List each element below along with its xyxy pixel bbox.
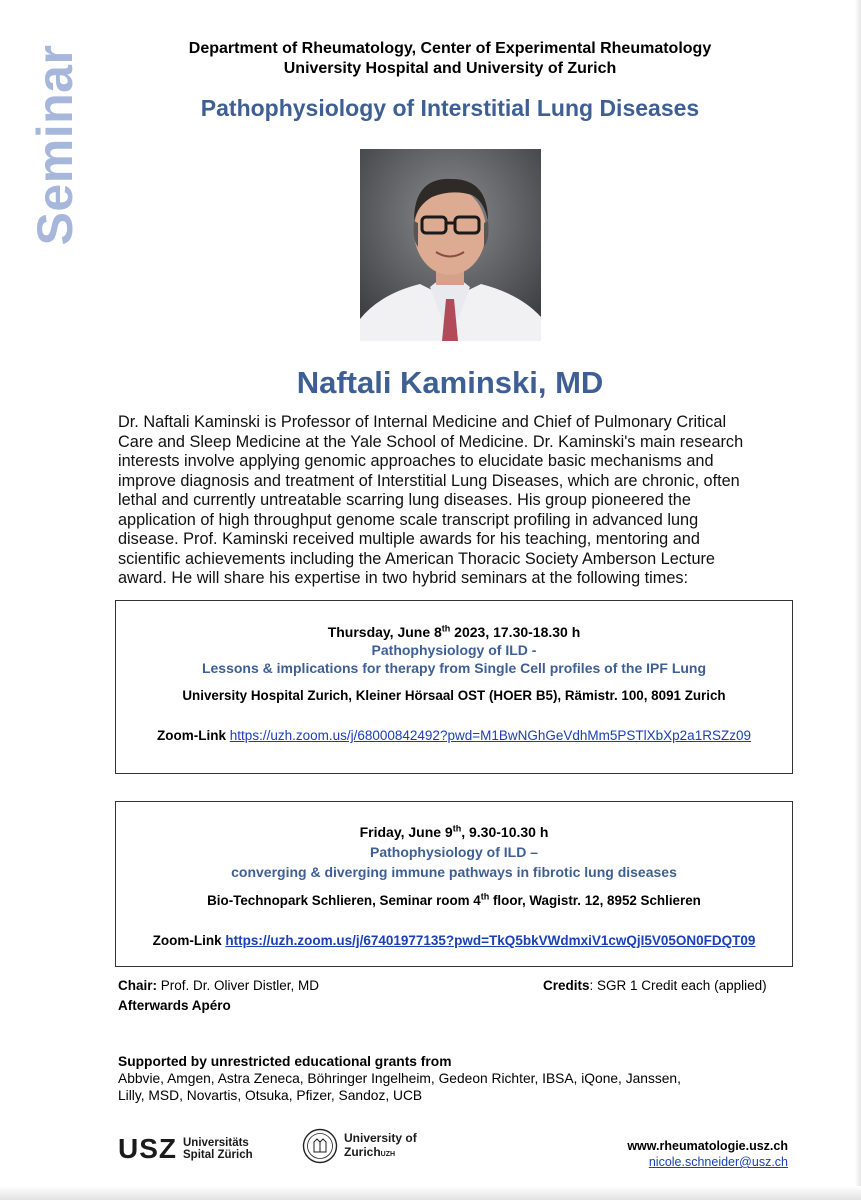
uzh-seal-icon (302, 1128, 338, 1164)
uzh-logo-line1: University of (344, 1130, 417, 1145)
session-date-main: Friday, June 9 (359, 824, 453, 840)
chair-block (118, 976, 319, 1016)
bio-line: Dr. Naftali Kaminski is Professor of Internal Medicine and Chief of Pulmonary Critical (118, 413, 727, 431)
uzh-logo-line2 (344, 1145, 417, 1162)
location-main: University Hospital Zurich, Kleiner Hörsaal OST (HOER B5), Rämistr. 100, 8091 Zurich (182, 688, 726, 703)
uzh-logo (302, 1128, 417, 1164)
session-date-suffix: th (441, 623, 451, 634)
chair-line (118, 976, 319, 996)
session-date (116, 623, 792, 641)
speaker-portrait-illustration (360, 149, 541, 341)
usz-logo (118, 1133, 253, 1165)
bio-line: interests involve applying genomic approaches to elucidate basic mechanisms and (118, 452, 714, 470)
bio-line: award. He will share his expertise in two hybrid seminars at the following times: (118, 569, 689, 587)
zoom-row (116, 727, 792, 745)
credits-label: Credits (543, 978, 590, 993)
email-link[interactable]: nicole.schneider@usz.ch (648, 1155, 788, 1169)
seminar-title: Pathophysiology of Interstitial Lung Diseases (200, 95, 700, 121)
sponsors-line: Abbvie, Amgen, Astra Zeneca, Böhringer Ingelheim, Gedeon Richter, IBSA, iQone, Janssen, (118, 1071, 681, 1086)
usz-logo-text (183, 1137, 253, 1161)
sponsors-heading: Supported by unrestricted educational grants from (118, 1054, 452, 1069)
speaker-name: Naftali Kaminski, MD (296, 365, 604, 400)
chair-label: Chair: (118, 978, 158, 993)
usz-logo-line2: Spital Zürich (183, 1149, 253, 1161)
uzh-logo-sup: UZH (380, 1150, 396, 1158)
session-date-main: Thursday, June 8 (327, 624, 442, 640)
bio-line: scientific achievements including the American Thoracic Society Amberson Lecture (118, 549, 715, 568)
session-topic-line2: converging & diverging immune pathways in fibrotic lung diseases (231, 864, 677, 880)
sponsors-block (118, 1053, 778, 1104)
usz-logo-line1: Universitäts (183, 1137, 249, 1149)
bio-line: application of high throughput genome scale transcript profiling in advanced lung (118, 510, 699, 529)
website-text: www.rheumatologie.usz.ch (627, 1139, 788, 1153)
session-topic-line2: Lessons & implications for therapy from Single Cell profiles of the IPF Lung (201, 660, 707, 676)
zoom-link[interactable]: https://uzh.zoom.us/j/68000842492?pwd=M1BwNGhGeVdhMm5PSTlXbXp2a1RSZz09 (229, 728, 751, 743)
session-topic-line1: Pathophysiology of ILD - (371, 642, 537, 658)
session-date-suffix: th (452, 823, 462, 834)
institution-line: University Hospital and University of Zurich (283, 60, 617, 77)
credits-value: : SGR 1 Credit each (applied) (589, 978, 767, 993)
session-topic-line1: Pathophysiology of ILD – (369, 844, 538, 860)
zoom-link[interactable]: https://uzh.zoom.us/j/67401977135?pwd=TkQ5bkVWdmxiV1cwQjI5V05ON0FDQT09 (225, 933, 756, 948)
session-date (116, 823, 792, 841)
session-location (116, 687, 792, 705)
department-line: Department of Rheumatology, Center of Experimental Rheumatology (188, 40, 712, 57)
credits-line (543, 976, 767, 996)
session-location (116, 892, 792, 910)
page-bottom-edge (0, 1186, 861, 1200)
session-date-time: , 9.30-10.30 h (461, 824, 549, 840)
zoom-label: Zoom-Link (152, 933, 222, 948)
bio-line: improve diagnosis and treatment of Interstitial Lung Diseases, which are chronic, often (118, 471, 740, 490)
location-rest: floor, Wagistr. 12, 8952 Schlieren (489, 893, 701, 908)
location-suffix: th (480, 891, 490, 902)
contact-block (627, 1138, 788, 1170)
session-date-time: 2023, 17.30-18.30 h (450, 624, 581, 640)
session-box-friday (115, 801, 793, 967)
usz-logo-mark: USZ (118, 1133, 177, 1164)
uzh-logo-text (344, 1131, 417, 1162)
bio-line: disease. Prof. Kaminski received multiple awards for his teaching, mentoring and (118, 530, 700, 548)
speaker-bio (118, 413, 778, 589)
seminar-label-text: Seminar (27, 44, 83, 246)
speaker-photo (360, 149, 541, 341)
uzh-logo-city: Zurich (344, 1144, 381, 1159)
session-box-thursday (115, 600, 793, 774)
chair-value: Prof. Dr. Oliver Distler, MD (157, 978, 320, 993)
bio-line: lethal and currently untreatable scarring lung diseases. His group pioneered the (118, 491, 691, 509)
sponsors-line: Lilly, MSD, Novartis, Otsuka, Pfizer, Sandoz, UCB (118, 1088, 423, 1103)
zoom-label: Zoom-Link (157, 728, 227, 743)
apero-line: Afterwards Apéro (118, 998, 231, 1013)
zoom-row (116, 932, 792, 950)
page-edge (855, 0, 861, 1200)
location-main: Bio-Technopark Schlieren, Seminar room 4 (207, 893, 481, 908)
bio-line: Care and Sleep Medicine at the Yale School of Medicine. Dr. Kaminski's main research (118, 432, 744, 451)
